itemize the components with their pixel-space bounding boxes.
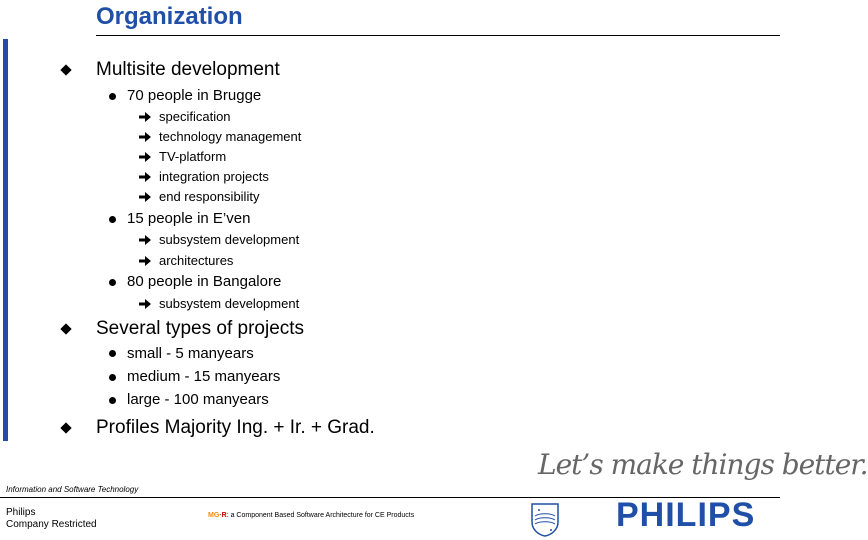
title-rule — [96, 35, 780, 36]
slide-title: Organization — [96, 3, 243, 30]
philips-shield-icon — [530, 502, 560, 538]
bullet-technology-management: technology management — [159, 129, 302, 144]
diamond-bullet-icon — [60, 323, 71, 334]
bullet-integration-projects: integration projects — [159, 169, 269, 184]
bullet-tv-platform: TV-platform — [159, 149, 227, 164]
bullet-project-types: Several types of projects — [96, 318, 305, 339]
dot-bullet-icon — [109, 397, 116, 404]
company-info — [6, 507, 97, 531]
bullet-bangalore: 80 people in Bangalore — [127, 273, 282, 290]
bullet-eindhoven: 15 people in E’ven — [127, 210, 251, 227]
arrow-bullet-icon — [139, 112, 151, 122]
arrow-bullet-icon — [139, 256, 151, 266]
philips-wordmark: PHILIPS — [616, 496, 756, 534]
bullet-small: small - 5 manyears — [127, 345, 254, 362]
classification: Company Restricted — [6, 519, 97, 530]
arrow-bullet-icon — [139, 299, 151, 309]
diamond-bullet-icon — [60, 64, 71, 75]
company-name: Philips — [6, 507, 36, 518]
bullet-profiles: Profiles Majority Ing. + Ir. + Grad. — [96, 417, 375, 438]
arrow-bullet-icon — [139, 132, 151, 142]
subtitle-text: : a Component Based Software Architecture for CE Products — [226, 512, 415, 519]
slogan: Let’s make things better. — [538, 448, 868, 481]
arrow-bullet-icon — [139, 235, 151, 245]
bullet-brugge: 70 people in Brugge — [127, 87, 262, 104]
arrow-bullet-icon — [139, 152, 151, 162]
mg-dash: - — [219, 512, 222, 519]
bullet-subsystem-development-2: subsystem development — [159, 296, 300, 311]
bullet-medium: medium - 15 manyears — [127, 368, 281, 385]
arrow-bullet-icon — [139, 172, 151, 182]
presentation-subtitle — [208, 512, 414, 519]
bullet-multisite: Multisite development — [96, 59, 280, 80]
dot-bullet-icon — [109, 374, 116, 381]
mg-label: MG — [208, 512, 220, 519]
bullet-architectures: architectures — [159, 253, 234, 268]
bullet-large: large - 100 manyears — [127, 391, 269, 408]
left-accent-bar — [3, 39, 8, 441]
department-label: Information and Software Technology — [6, 485, 139, 494]
arrow-bullet-icon — [139, 192, 151, 202]
dot-bullet-icon — [109, 216, 116, 223]
dot-bullet-icon — [109, 93, 116, 100]
bullet-end-responsibility: end responsibility — [159, 189, 260, 204]
bullet-specification: specification — [159, 109, 231, 124]
diamond-bullet-icon — [60, 422, 71, 433]
r-label: R — [221, 512, 227, 519]
dot-bullet-icon — [109, 279, 116, 286]
bullet-subsystem-development: subsystem development — [159, 232, 300, 247]
dot-bullet-icon — [109, 350, 116, 357]
